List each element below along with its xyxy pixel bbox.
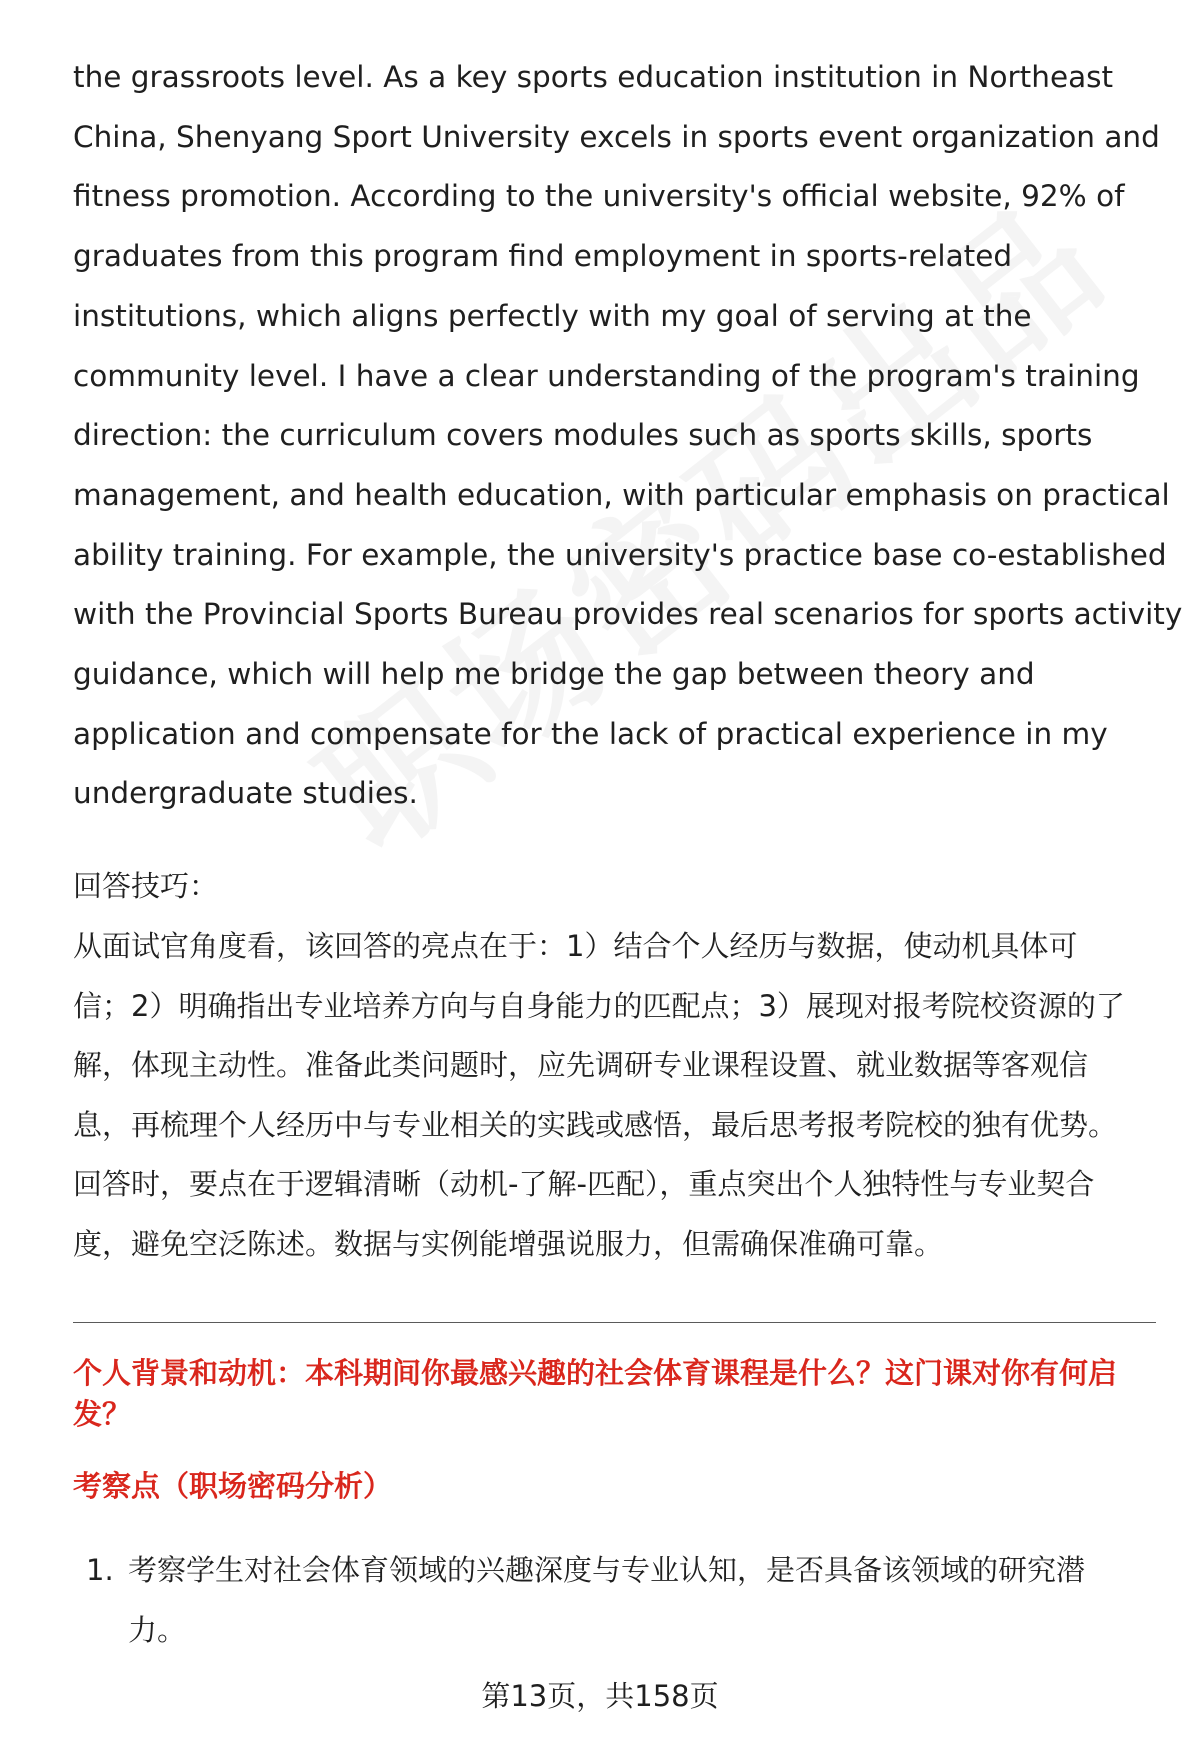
analysis-heading: 考察点（职场密码分析） xyxy=(73,1469,393,1503)
answer-line: with the Provincial Sports Bureau provides real scenarios for sports activity xyxy=(73,597,1183,632)
question-title xyxy=(73,1353,1163,1435)
question-title-line: 个人背景和动机：本科期间你最感兴趣的社会体育课程是什么？这门课对你有何启 xyxy=(73,1356,1118,1390)
answer-paragraph xyxy=(73,48,1183,824)
answer-line: fitness promotion. According to the university's official website, 92% of xyxy=(73,179,1125,214)
tips-label: 回答技巧： xyxy=(73,869,219,903)
answer-line: institutions, which aligns perfectly with my goal of serving at the xyxy=(73,298,1032,333)
tips-line: 解，体现主动性。准备此类问题时，应先调研专业课程设置、就业数据等客观信 xyxy=(73,1048,1089,1083)
list-item-line: 考察学生对社会体育领域的兴趣深度与专业认知，是否具备该领域的研究潜 xyxy=(128,1553,1086,1587)
answer-line: direction: the curriculum covers modules such as sports skills, sports xyxy=(73,418,1093,453)
tips-line: 度，避免空泛陈述。数据与实例能增强说服力，但需确保准确可靠。 xyxy=(73,1226,944,1261)
answer-line: ability training. For example, the university's practice base co-established xyxy=(73,537,1167,572)
page-number: 第13页，共158页 xyxy=(481,1679,719,1713)
answer-line: application and compensate for the lack of practical experience in my xyxy=(73,716,1108,751)
list-item-line: 力。 xyxy=(128,1613,187,1647)
section-divider xyxy=(73,1322,1156,1323)
tips-line: 回答时，要点在于逻辑清晰（动机-了解-匹配），重点突出个人独特性与专业契合 xyxy=(73,1167,1095,1202)
answer-line: community level. I have a clear understanding of the program's training xyxy=(73,358,1140,393)
answer-line: the grassroots level. As a key sports education institution in Northeast xyxy=(73,60,1114,94)
tips-line: 从面试官角度看，该回答的亮点在于：1）结合个人经历与数据，使动机具体可 xyxy=(73,929,1078,963)
tips-line: 息，再梳理个人经历中与专业相关的实践或感悟，最后思考报考院校的独有优势。 xyxy=(73,1107,1118,1142)
answer-line: management, and health education, with particular emphasis on practical xyxy=(73,477,1170,512)
question-title-line: 发？ xyxy=(73,1397,132,1431)
tips-paragraph xyxy=(73,917,1153,1275)
answer-line: guidance, which will help me bridge the gap between theory and xyxy=(73,657,1035,692)
answer-line: graduates from this program find employment in sports-related xyxy=(73,239,1013,274)
answer-line: China, Shenyang Sport University excels in sports event organization and xyxy=(73,119,1160,154)
answer-line: undergraduate studies. xyxy=(73,776,418,811)
tips-line: 信；2）明确指出专业培养方向与自身能力的匹配点；3）展现对报考院校资源的了 xyxy=(73,988,1125,1023)
list-item xyxy=(73,1540,1163,1660)
analysis-point-list xyxy=(73,1540,1163,1660)
list-item-number: 1. xyxy=(86,1553,114,1587)
